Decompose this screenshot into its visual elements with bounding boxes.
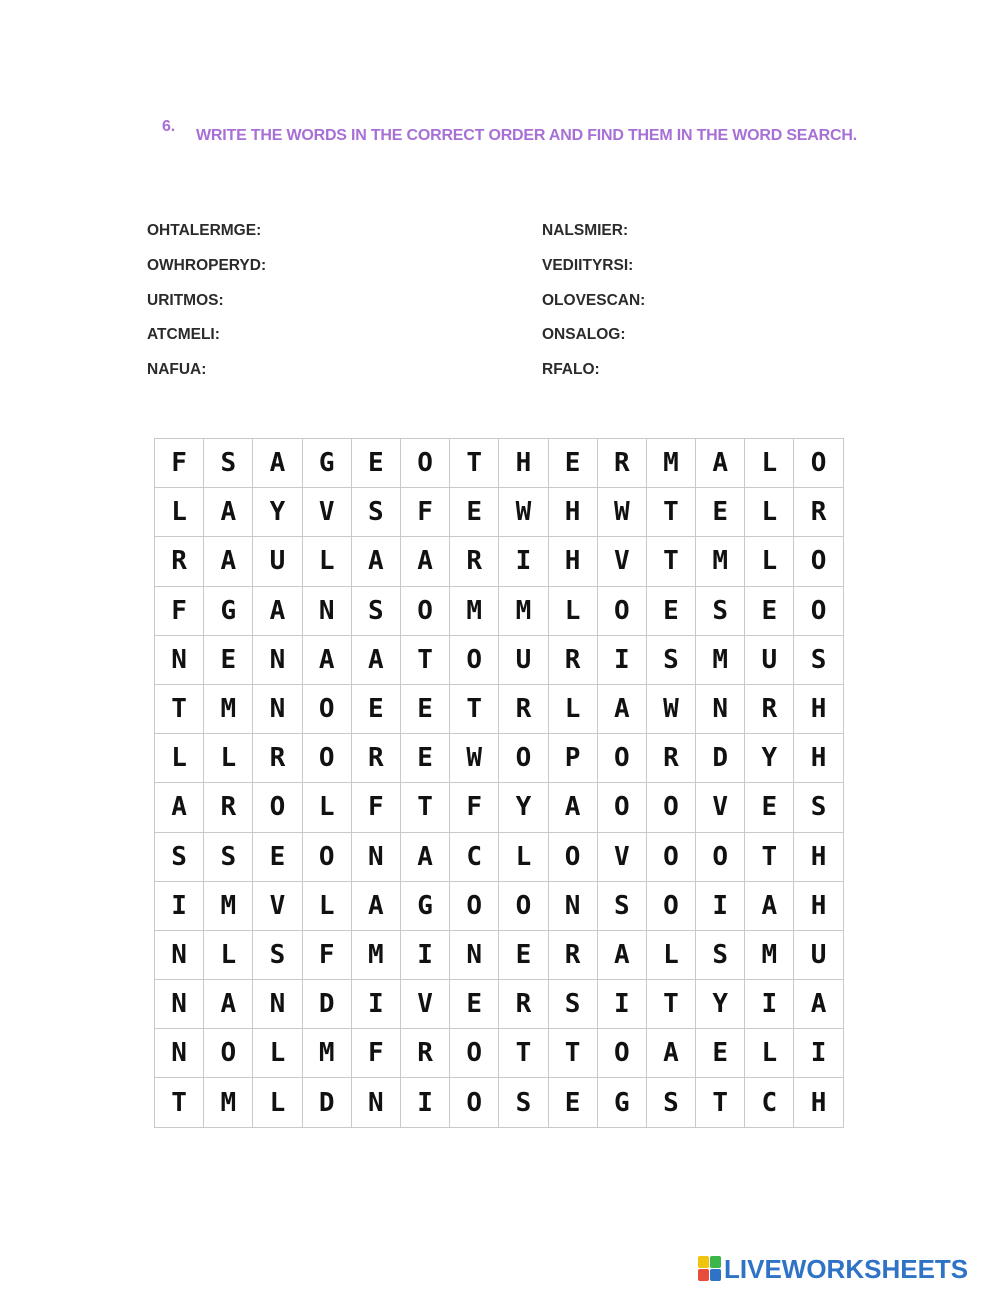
grid-cell[interactable]: E bbox=[204, 635, 253, 684]
answer-input[interactable] bbox=[297, 254, 501, 278]
grid-cell[interactable]: T bbox=[155, 1078, 204, 1127]
grid-cell[interactable]: O bbox=[794, 586, 843, 635]
answer-input[interactable] bbox=[297, 323, 501, 347]
instruction-number: 6. bbox=[162, 118, 175, 135]
grid-cell[interactable]: A bbox=[597, 684, 646, 733]
grid-cell[interactable]: I bbox=[351, 980, 400, 1029]
grid-cell[interactable]: S bbox=[548, 980, 597, 1029]
grid-cell[interactable]: O bbox=[302, 734, 351, 783]
grid-cell[interactable]: I bbox=[597, 635, 646, 684]
grid-cell[interactable]: R bbox=[351, 734, 400, 783]
answer-input[interactable] bbox=[297, 358, 501, 382]
grid-cell[interactable]: I bbox=[400, 930, 449, 979]
grid-cell[interactable]: S bbox=[794, 635, 843, 684]
grid-cell[interactable]: M bbox=[499, 586, 548, 635]
grid-cell[interactable]: T bbox=[450, 439, 499, 488]
grid-cell[interactable]: L bbox=[302, 537, 351, 586]
grid-cell[interactable]: E bbox=[351, 684, 400, 733]
grid-cell[interactable]: E bbox=[745, 783, 794, 832]
grid-cell[interactable]: L bbox=[155, 488, 204, 537]
grid-cell[interactable]: H bbox=[794, 734, 843, 783]
grid-cell[interactable]: N bbox=[155, 930, 204, 979]
grid-cell[interactable]: E bbox=[696, 1029, 745, 1078]
grid-cell[interactable]: M bbox=[204, 684, 253, 733]
grid-cell[interactable]: O bbox=[450, 1078, 499, 1127]
grid-row bbox=[155, 930, 844, 979]
answer-input[interactable] bbox=[692, 358, 896, 382]
scrambled-word-row bbox=[147, 323, 266, 358]
grid-cell[interactable]: L bbox=[302, 783, 351, 832]
grid-cell[interactable]: T bbox=[745, 832, 794, 881]
grid-cell[interactable]: Y bbox=[499, 783, 548, 832]
grid-cell[interactable]: S bbox=[646, 635, 695, 684]
grid-cell[interactable]: L bbox=[204, 734, 253, 783]
grid-cell[interactable]: H bbox=[499, 439, 548, 488]
grid-cell[interactable]: L bbox=[548, 684, 597, 733]
grid-cell[interactable]: E bbox=[253, 832, 302, 881]
grid-cell[interactable]: D bbox=[302, 1078, 351, 1127]
grid-cell[interactable]: R bbox=[204, 783, 253, 832]
grid-cell[interactable]: C bbox=[745, 1078, 794, 1127]
grid-cell[interactable]: L bbox=[499, 832, 548, 881]
grid-cell[interactable]: A bbox=[400, 832, 449, 881]
grid-cell[interactable]: E bbox=[646, 586, 695, 635]
grid-cell[interactable]: N bbox=[155, 980, 204, 1029]
grid-cell[interactable]: N bbox=[351, 1078, 400, 1127]
grid-cell[interactable]: T bbox=[400, 635, 449, 684]
grid-cell[interactable]: R bbox=[745, 684, 794, 733]
grid-cell[interactable]: D bbox=[302, 980, 351, 1029]
grid-cell[interactable]: E bbox=[351, 439, 400, 488]
liveworksheets-logo-icon bbox=[698, 1256, 722, 1282]
scrambled-words-left-column bbox=[147, 219, 266, 393]
scrambled-word-row bbox=[542, 358, 645, 393]
scrambled-word: ATCMELI: bbox=[147, 326, 220, 344]
grid-cell[interactable]: W bbox=[499, 488, 548, 537]
grid-cell[interactable]: P bbox=[548, 734, 597, 783]
grid-cell[interactable]: I bbox=[155, 881, 204, 930]
grid-cell[interactable]: A bbox=[548, 783, 597, 832]
grid-cell[interactable]: O bbox=[450, 635, 499, 684]
grid-cell[interactable]: F bbox=[155, 586, 204, 635]
scrambled-word-row bbox=[542, 219, 645, 254]
grid-cell[interactable]: R bbox=[548, 930, 597, 979]
grid-cell[interactable]: R bbox=[499, 684, 548, 733]
grid-cell[interactable]: E bbox=[548, 1078, 597, 1127]
grid-cell[interactable]: V bbox=[302, 488, 351, 537]
scrambled-word-row bbox=[542, 254, 645, 289]
grid-cell[interactable]: S bbox=[351, 488, 400, 537]
answer-input[interactable] bbox=[297, 289, 501, 313]
grid-cell[interactable]: T bbox=[499, 1029, 548, 1078]
grid-cell[interactable]: O bbox=[499, 734, 548, 783]
grid-cell[interactable]: L bbox=[745, 537, 794, 586]
grid-cell[interactable]: N bbox=[155, 635, 204, 684]
answer-input[interactable] bbox=[692, 323, 896, 347]
grid-cell[interactable]: A bbox=[351, 635, 400, 684]
grid-row bbox=[155, 1078, 844, 1127]
grid-row bbox=[155, 980, 844, 1029]
grid-cell[interactable]: O bbox=[302, 684, 351, 733]
grid-cell[interactable]: R bbox=[450, 537, 499, 586]
scrambled-word: NALSMIER: bbox=[542, 222, 629, 239]
grid-cell[interactable]: L bbox=[745, 1029, 794, 1078]
grid-cell[interactable]: R bbox=[155, 537, 204, 586]
scrambled-word: RFALO: bbox=[542, 361, 600, 379]
scrambled-word: OLOVESCAN: bbox=[542, 291, 646, 309]
grid-cell[interactable]: R bbox=[646, 734, 695, 783]
grid-cell[interactable]: N bbox=[253, 684, 302, 733]
grid-cell[interactable]: S bbox=[253, 930, 302, 979]
grid-cell[interactable]: L bbox=[548, 586, 597, 635]
grid-cell[interactable]: N bbox=[253, 635, 302, 684]
grid-cell[interactable]: D bbox=[696, 734, 745, 783]
grid-cell[interactable]: T bbox=[155, 684, 204, 733]
grid-cell[interactable]: I bbox=[400, 1078, 449, 1127]
grid-cell[interactable]: O bbox=[597, 586, 646, 635]
grid-cell[interactable]: S bbox=[351, 586, 400, 635]
grid-cell[interactable]: S bbox=[696, 586, 745, 635]
grid-cell[interactable]: G bbox=[302, 439, 351, 488]
grid-cell[interactable]: O bbox=[400, 586, 449, 635]
grid-cell[interactable]: E bbox=[450, 980, 499, 1029]
scrambled-word: OWHROPERYD: bbox=[147, 256, 267, 274]
scrambled-words-right-column bbox=[542, 219, 645, 393]
grid-cell[interactable]: R bbox=[548, 635, 597, 684]
grid-cell[interactable]: E bbox=[745, 586, 794, 635]
grid-row bbox=[155, 537, 844, 586]
grid-cell[interactable]: O bbox=[597, 783, 646, 832]
grid-cell[interactable]: Y bbox=[696, 980, 745, 1029]
grid-row bbox=[155, 1029, 844, 1078]
scrambled-word-row bbox=[147, 358, 266, 393]
grid-cell[interactable]: L bbox=[253, 1029, 302, 1078]
grid-cell[interactable]: L bbox=[745, 488, 794, 537]
grid-cell[interactable]: M bbox=[745, 930, 794, 979]
grid-cell[interactable]: O bbox=[597, 1029, 646, 1078]
grid-cell[interactable]: M bbox=[696, 635, 745, 684]
grid-cell[interactable]: H bbox=[794, 684, 843, 733]
grid-cell[interactable]: S bbox=[204, 439, 253, 488]
grid-cell[interactable]: R bbox=[253, 734, 302, 783]
scrambled-word-row bbox=[542, 289, 645, 324]
grid-row bbox=[155, 832, 844, 881]
grid-row bbox=[155, 881, 844, 930]
grid-cell[interactable]: A bbox=[794, 980, 843, 1029]
grid-cell[interactable]: O bbox=[646, 832, 695, 881]
grid-cell[interactable]: N bbox=[253, 980, 302, 1029]
grid-cell[interactable]: U bbox=[745, 635, 794, 684]
answer-input[interactable] bbox=[692, 289, 896, 313]
grid-cell[interactable]: G bbox=[400, 881, 449, 930]
answer-input[interactable] bbox=[297, 219, 501, 243]
word-search-grid bbox=[154, 438, 844, 1128]
grid-cell[interactable]: H bbox=[794, 1078, 843, 1127]
grid-cell[interactable]: T bbox=[646, 488, 695, 537]
grid-cell[interactable]: O bbox=[204, 1029, 253, 1078]
grid-cell[interactable]: S bbox=[597, 881, 646, 930]
grid-cell[interactable]: L bbox=[204, 930, 253, 979]
grid-cell[interactable]: G bbox=[597, 1078, 646, 1127]
grid-cell[interactable]: O bbox=[646, 881, 695, 930]
grid-cell[interactable]: F bbox=[351, 783, 400, 832]
grid-cell[interactable]: M bbox=[204, 1078, 253, 1127]
logo-text: LIVEWORKSHEETS bbox=[724, 1253, 969, 1284]
grid-cell[interactable]: H bbox=[548, 537, 597, 586]
grid-cell[interactable]: S bbox=[696, 930, 745, 979]
grid-cell[interactable]: A bbox=[646, 1029, 695, 1078]
answer-input[interactable] bbox=[692, 219, 896, 243]
scrambled-word-row bbox=[147, 254, 266, 289]
grid-cell[interactable]: T bbox=[400, 783, 449, 832]
grid-cell[interactable]: U bbox=[499, 635, 548, 684]
grid-cell[interactable]: T bbox=[646, 537, 695, 586]
answer-input[interactable] bbox=[692, 254, 896, 278]
grid-cell[interactable]: O bbox=[302, 832, 351, 881]
scrambled-word: URITMOS: bbox=[147, 291, 224, 309]
grid-row bbox=[155, 439, 844, 488]
grid-cell[interactable]: E bbox=[400, 684, 449, 733]
grid-cell[interactable]: A bbox=[351, 537, 400, 586]
scrambled-word: VEDIITYRSI: bbox=[542, 256, 634, 274]
grid-cell[interactable]: V bbox=[597, 537, 646, 586]
grid-cell[interactable]: S bbox=[794, 783, 843, 832]
grid-cell[interactable]: A bbox=[400, 537, 449, 586]
scrambled-word: ONSALOG: bbox=[542, 326, 626, 344]
grid-cell[interactable]: M bbox=[351, 930, 400, 979]
grid-cell[interactable]: R bbox=[400, 1029, 449, 1078]
grid-cell[interactable]: Y bbox=[745, 734, 794, 783]
grid-cell[interactable]: A bbox=[253, 439, 302, 488]
grid-cell[interactable]: H bbox=[794, 881, 843, 930]
grid-cell[interactable]: M bbox=[646, 439, 695, 488]
grid-cell[interactable]: O bbox=[696, 832, 745, 881]
grid-cell[interactable]: M bbox=[302, 1029, 351, 1078]
grid-cell[interactable]: S bbox=[204, 832, 253, 881]
grid-cell[interactable]: O bbox=[597, 734, 646, 783]
grid-cell[interactable]: A bbox=[302, 635, 351, 684]
grid-cell[interactable]: O bbox=[450, 1029, 499, 1078]
scrambled-word: OHTALERMGE: bbox=[147, 222, 262, 239]
grid-cell[interactable]: S bbox=[499, 1078, 548, 1127]
grid-cell[interactable]: A bbox=[597, 930, 646, 979]
grid-cell[interactable]: I bbox=[794, 1029, 843, 1078]
grid-cell[interactable]: F bbox=[450, 783, 499, 832]
grid-cell[interactable]: F bbox=[155, 439, 204, 488]
instruction-text: WRITE THE WORDS IN THE CORRECT ORDER AND FIND THEM IN THE WORD SEARCH. bbox=[196, 127, 857, 144]
grid-cell[interactable]: O bbox=[400, 439, 449, 488]
grid-cell[interactable]: F bbox=[400, 488, 449, 537]
grid-cell[interactable]: E bbox=[696, 488, 745, 537]
grid-cell[interactable]: E bbox=[400, 734, 449, 783]
grid-cell[interactable]: M bbox=[450, 586, 499, 635]
grid-cell[interactable]: O bbox=[253, 783, 302, 832]
grid-cell[interactable]: T bbox=[696, 1078, 745, 1127]
grid-row bbox=[155, 783, 844, 832]
grid-cell[interactable]: S bbox=[155, 832, 204, 881]
grid-cell[interactable]: I bbox=[745, 980, 794, 1029]
grid-cell[interactable]: E bbox=[450, 488, 499, 537]
grid-cell[interactable]: M bbox=[204, 881, 253, 930]
grid-cell[interactable]: A bbox=[204, 488, 253, 537]
grid-cell[interactable]: L bbox=[646, 930, 695, 979]
scrambled-word-row bbox=[542, 323, 645, 358]
grid-cell[interactable]: R bbox=[794, 488, 843, 537]
grid-cell[interactable]: T bbox=[450, 684, 499, 733]
grid-cell[interactable]: N bbox=[351, 832, 400, 881]
grid-cell[interactable]: N bbox=[302, 586, 351, 635]
grid-cell[interactable]: F bbox=[302, 930, 351, 979]
scrambled-word-row bbox=[147, 219, 266, 254]
grid-cell[interactable]: I bbox=[696, 881, 745, 930]
grid-cell[interactable]: R bbox=[597, 439, 646, 488]
grid-row bbox=[155, 684, 844, 733]
grid-cell[interactable]: A bbox=[351, 881, 400, 930]
grid-cell[interactable]: N bbox=[155, 1029, 204, 1078]
scrambled-word-row bbox=[147, 289, 266, 324]
grid-cell[interactable]: L bbox=[253, 1078, 302, 1127]
grid-cell[interactable]: O bbox=[450, 881, 499, 930]
grid-cell[interactable]: W bbox=[597, 488, 646, 537]
grid-cell[interactable]: N bbox=[548, 881, 597, 930]
grid-cell[interactable]: M bbox=[696, 537, 745, 586]
grid-cell[interactable]: E bbox=[548, 439, 597, 488]
grid-cell[interactable]: S bbox=[646, 1078, 695, 1127]
grid-cell[interactable]: V bbox=[597, 832, 646, 881]
grid-row bbox=[155, 635, 844, 684]
grid-cell[interactable]: R bbox=[499, 980, 548, 1029]
grid-cell[interactable]: H bbox=[794, 832, 843, 881]
grid-cell[interactable]: T bbox=[548, 1029, 597, 1078]
grid-cell[interactable]: V bbox=[400, 980, 449, 1029]
grid-cell[interactable]: O bbox=[548, 832, 597, 881]
grid-cell[interactable]: L bbox=[745, 439, 794, 488]
grid-cell[interactable]: W bbox=[646, 684, 695, 733]
grid-cell[interactable]: O bbox=[794, 439, 843, 488]
grid-cell[interactable]: L bbox=[302, 881, 351, 930]
grid-cell[interactable]: U bbox=[253, 537, 302, 586]
grid-cell[interactable]: A bbox=[253, 586, 302, 635]
grid-row bbox=[155, 488, 844, 537]
grid-cell[interactable]: V bbox=[696, 783, 745, 832]
grid-cell[interactable]: V bbox=[253, 881, 302, 930]
grid-cell[interactable]: O bbox=[499, 881, 548, 930]
grid-cell[interactable]: I bbox=[597, 980, 646, 1029]
grid-cell[interactable]: A bbox=[745, 881, 794, 930]
grid-cell[interactable]: H bbox=[548, 488, 597, 537]
grid-cell[interactable]: Y bbox=[253, 488, 302, 537]
grid-cell[interactable]: C bbox=[450, 832, 499, 881]
grid-cell[interactable]: T bbox=[646, 980, 695, 1029]
grid-row bbox=[155, 586, 844, 635]
grid-cell[interactable]: W bbox=[450, 734, 499, 783]
grid-cell[interactable]: A bbox=[155, 783, 204, 832]
liveworksheets-logo bbox=[698, 1254, 968, 1284]
grid-cell[interactable]: U bbox=[794, 930, 843, 979]
scrambled-word: NAFUA: bbox=[147, 361, 207, 379]
grid-cell[interactable]: N bbox=[450, 930, 499, 979]
grid-cell[interactable]: A bbox=[696, 439, 745, 488]
grid-cell[interactable]: O bbox=[794, 537, 843, 586]
grid-cell[interactable]: O bbox=[646, 783, 695, 832]
grid-cell[interactable]: E bbox=[499, 930, 548, 979]
grid-cell[interactable]: L bbox=[155, 734, 204, 783]
grid-cell[interactable]: A bbox=[204, 980, 253, 1029]
grid-cell[interactable]: I bbox=[499, 537, 548, 586]
grid-cell[interactable]: N bbox=[696, 684, 745, 733]
grid-row bbox=[155, 734, 844, 783]
grid-cell[interactable]: F bbox=[351, 1029, 400, 1078]
grid-cell[interactable]: A bbox=[204, 537, 253, 586]
grid-cell[interactable]: G bbox=[204, 586, 253, 635]
